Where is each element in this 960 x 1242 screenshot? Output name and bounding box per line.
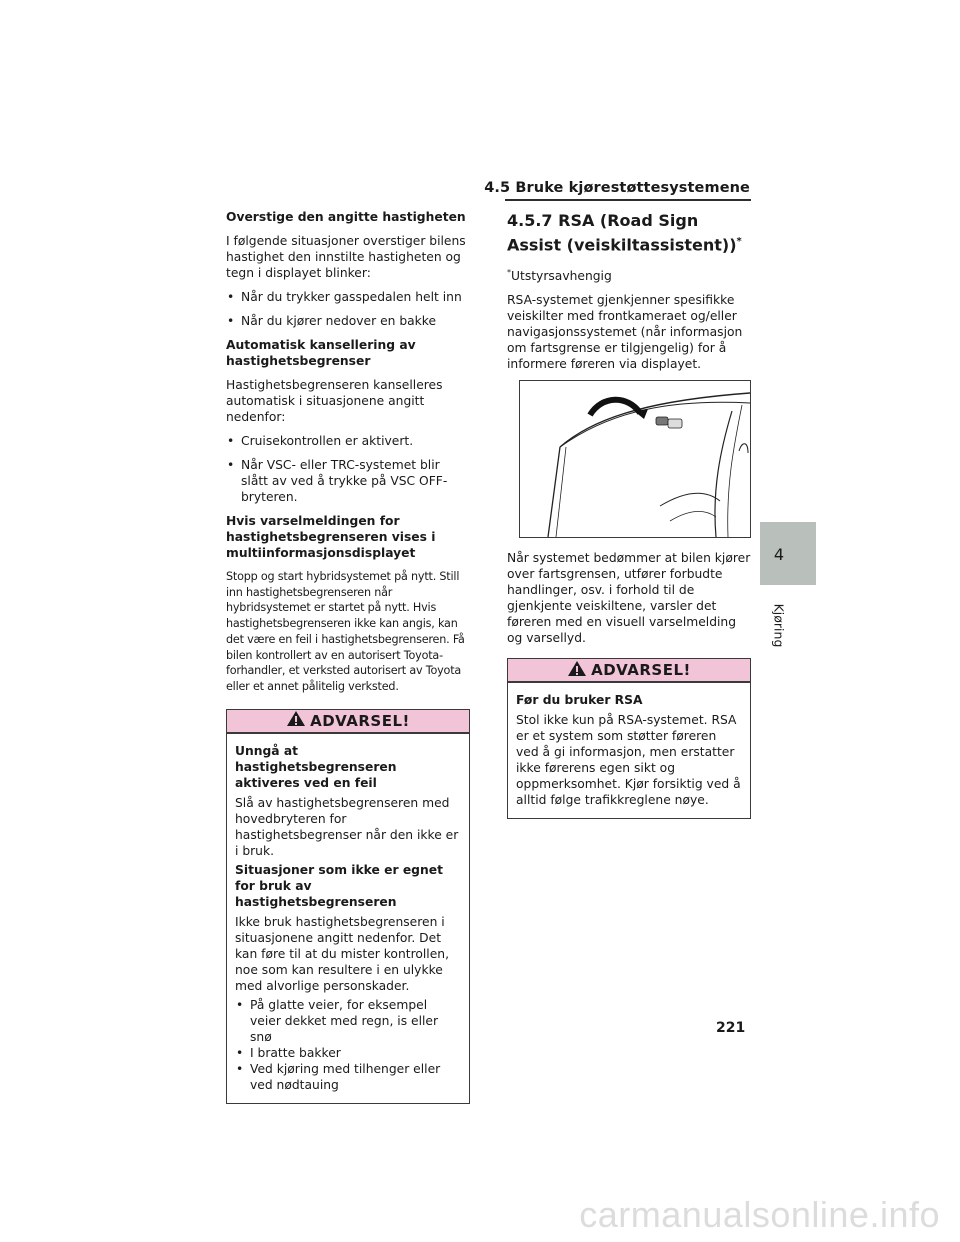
warning-triangle-icon xyxy=(567,660,587,681)
heading-varselmelding: Hvis varselmeldingen for hastighetsbegrenseren vises i multiinformasjonsdisplayet xyxy=(226,514,436,560)
paragraph: Hastighetsbegrenseren kanselleres automatisk i situasjonene angitt nedenfor: xyxy=(226,378,443,424)
warning-box xyxy=(226,709,470,1104)
bullet-item: • Når VSC- eller TRC-systemet blir slått av ved å trykke på VSC OFF-bryteren. xyxy=(227,458,448,504)
warning-triangle-icon xyxy=(286,710,306,731)
bullet-item: • Cruisekontrollen er aktivert. xyxy=(227,434,414,448)
warning-bullet: • På glatte veier, for eksempel veier dekket med regn, is eller snø xyxy=(236,997,439,1044)
page-header-title: 4.5 Bruke kjørestøttesystemene xyxy=(484,180,750,196)
warning-heading: Før du bruker RSA xyxy=(516,693,643,708)
warning-paragraph: Ikke bruk hastighetsbegrenseren i situasjonene angitt nedenfor. Det kan føre til at du mister kontrollen, noe som kan resultere i en ulykke med alvorlige personskader. xyxy=(235,914,449,993)
chapter-number: 4 xyxy=(773,545,785,564)
warning-header xyxy=(227,710,469,734)
paragraph: Når systemet bedømmer at bilen kjører over fartsgrensen, utfører forbudte handlinger, osv. i forhold til de gjenkjente veiskiltene, varsler det føreren med en visuell varselmelding og varsellyd. xyxy=(507,551,751,646)
section-title: 4.5.7 RSA (Road Sign Assist (veiskiltassistent))* xyxy=(507,211,742,255)
paragraph: I følgende situasjoner overstiger bilens hastighet den innstilte hastigheten og tegn i displayet blinker: xyxy=(226,234,466,280)
paragraph: RSA-systemet gjenkjenner spesifikke veiskilter med frontkameraet og/eller navigasjonssystemet (når informasjon om fartsgrense er tilgjengelig) for å informere føreren via displayet. xyxy=(507,293,743,372)
warning-bullet: • I bratte bakker xyxy=(236,1045,341,1060)
right-column xyxy=(507,208,751,819)
bullet-item: • Når du kjører nedover en bakke xyxy=(227,314,437,328)
warning-paragraph: Stol ikke kun på RSA-systemet. RSA er et system som støtter føreren ved å gi informasjon, men erstatter ikke førerens egen sikt og oppmerksomhet. Kjør forsiktig ved å alltid følge trafikkreglene nøye. xyxy=(516,713,741,808)
heading-overstige: Overstige den angitte hastigheten xyxy=(226,210,466,224)
page-number: 221 xyxy=(716,1020,746,1036)
chapter-tab xyxy=(760,522,816,585)
warning-heading: Situasjoner som ikke er egnet for bruk av hastighetsbegrenseren xyxy=(235,862,443,909)
header-rule xyxy=(505,199,751,201)
windshield-camera-illustration xyxy=(519,380,751,538)
heading-automatisk: Automatisk kansellering av hastighetsbegrenser xyxy=(226,338,416,368)
warning-title: ADVARSEL! xyxy=(310,711,410,730)
warning-heading: Unngå at hastighetsbegrenseren aktiveres ved en feil xyxy=(235,743,397,790)
warning-paragraph: Slå av hastighetsbegrenseren med hovedbryteren for hastighetsbegrenser når den ikke er i bruk. xyxy=(235,795,459,858)
warning-bullet: • Ved kjøring med tilhenger eller ved nødtauing xyxy=(236,1061,441,1092)
warning-header xyxy=(508,659,750,683)
warning-title: ADVARSEL! xyxy=(591,661,691,680)
watermark: carmanualsonline.info xyxy=(579,1194,940,1235)
warning-box xyxy=(507,658,751,819)
chapter-label: Kjøring xyxy=(771,603,787,648)
equipment-note: *Utstyrsavhengig xyxy=(507,268,612,284)
paragraph: Stopp og start hybridsystemet på nytt. Still inn hastighetsbegrenseren når hybridsystemet er startet på nytt. Hvis hastighetsbegrenseren ikke kan angis, kan det være en feil i hastighetsbegrenseren. Få bilen kontrollert av en autorisert Toyota-forhandler, et verksted autorisert av Toyota eller et annet pålitelig verksted. xyxy=(226,570,465,693)
left-column xyxy=(226,208,470,1104)
bullet-item: • Når du trykker gasspedalen helt inn xyxy=(227,290,462,304)
